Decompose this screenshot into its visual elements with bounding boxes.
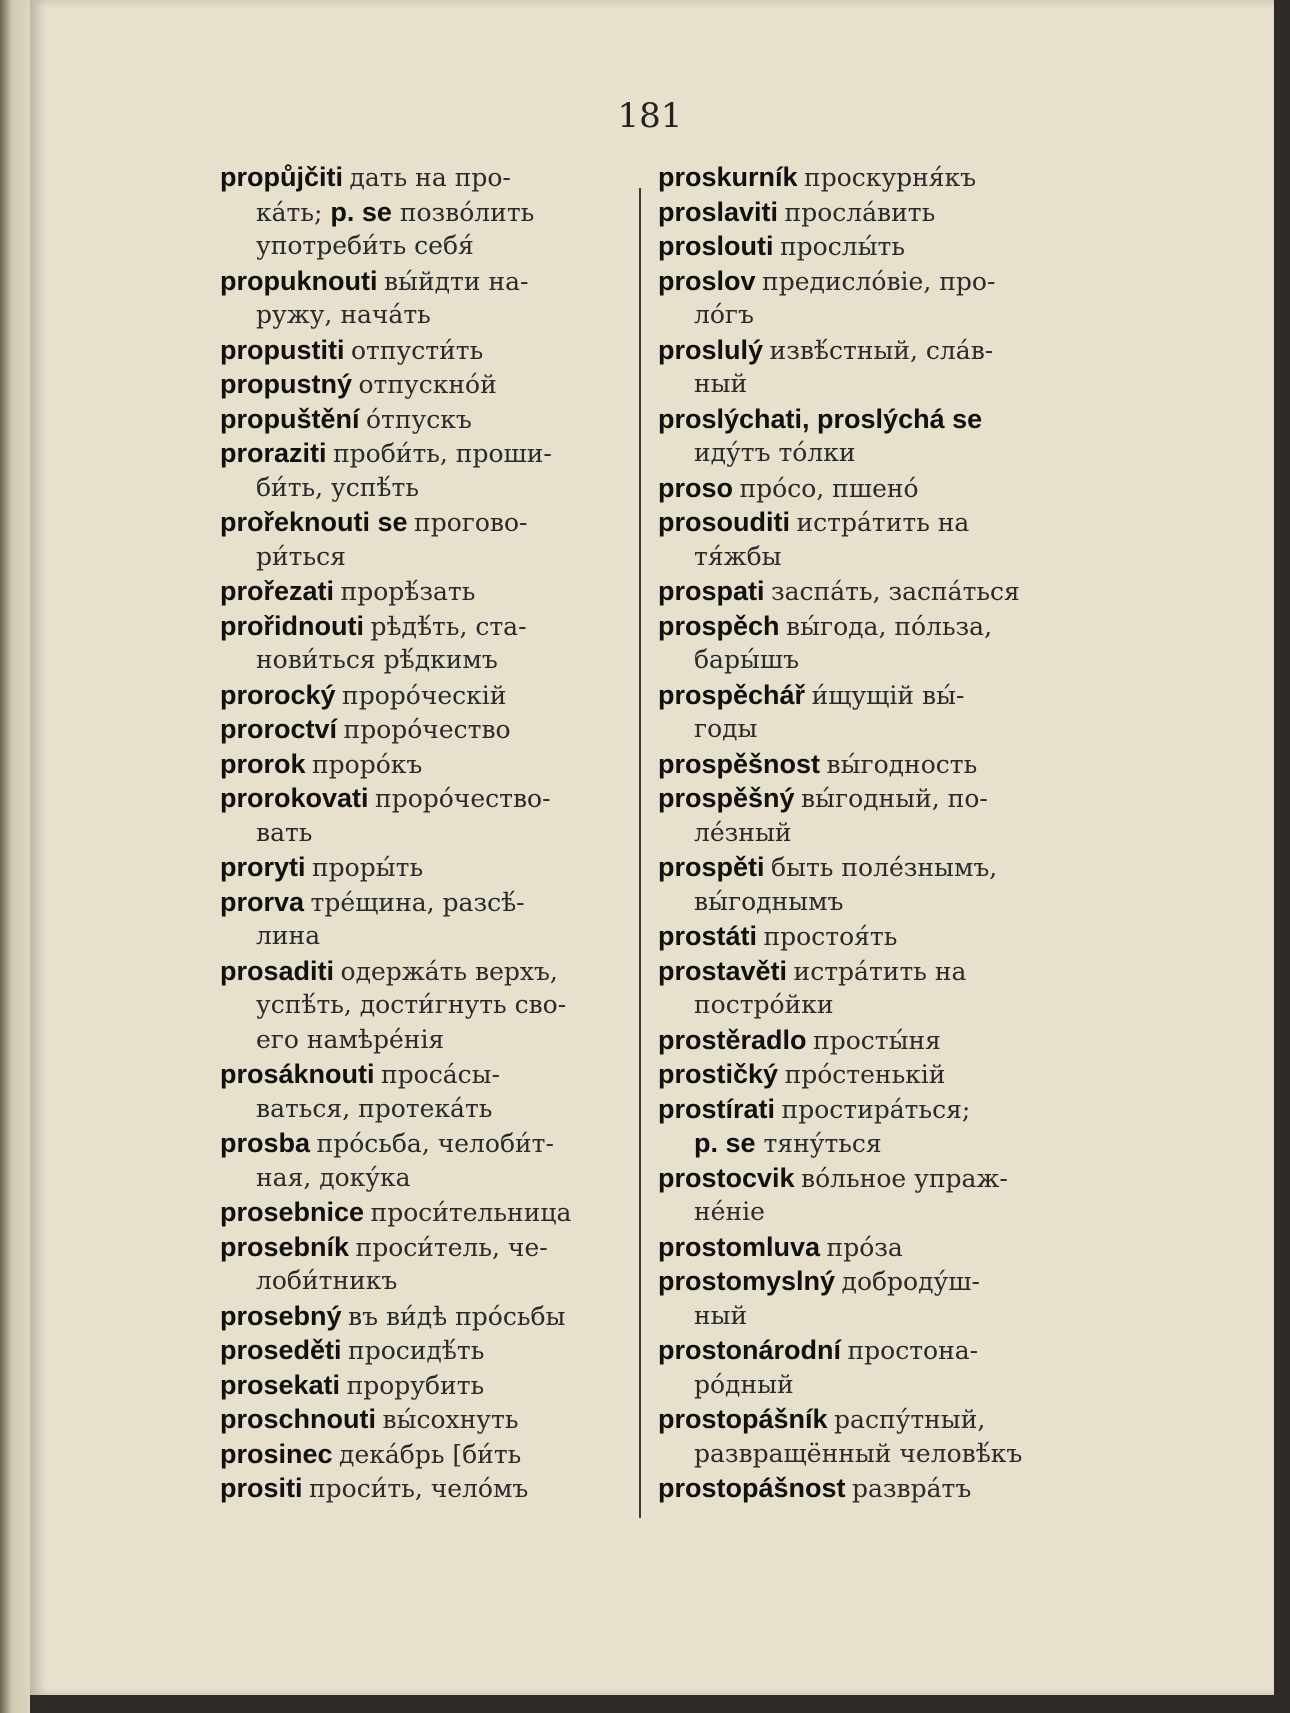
dictionary-line — [658, 229, 1078, 264]
headword: prosebnice — [220, 1197, 365, 1227]
dictionary-line — [220, 1230, 650, 1265]
translation: проби́ть, проши- — [333, 439, 552, 468]
dictionary-line — [658, 1437, 1078, 1472]
translation: лина — [256, 921, 321, 950]
dictionary-line — [658, 1092, 1078, 1127]
headword: propůjčiti — [220, 162, 343, 192]
translation: вы́года, по́льза, — [786, 611, 993, 641]
dictionary-line — [658, 195, 1078, 230]
headword: prospěchář — [658, 679, 806, 710]
dictionary-line — [658, 885, 1078, 920]
dictionary-line — [658, 160, 1078, 195]
dictionary-line — [658, 919, 1078, 954]
dictionary-line — [658, 988, 1078, 1023]
translation: би́ть, успѣ́ть — [256, 472, 419, 502]
dictionary-line — [220, 1402, 650, 1437]
translation: проговo- — [414, 508, 528, 537]
dictionary-line — [658, 436, 1078, 471]
page-number: 181 — [617, 96, 683, 136]
headword: proschnouti — [220, 1404, 376, 1434]
headword: prostomyslný — [658, 1266, 836, 1296]
translation: доброду́ш- — [841, 1267, 980, 1296]
headword: prosba — [220, 1128, 311, 1158]
dictionary-line — [658, 574, 1078, 609]
dictionary-line — [220, 1057, 650, 1092]
dictionary-line — [220, 712, 650, 747]
translation: проро́ческій — [342, 680, 507, 710]
translation: вы́годный, по- — [801, 784, 988, 813]
dictionary-line — [658, 298, 1078, 333]
dictionary-line — [658, 367, 1078, 402]
sub-headword: p. se — [330, 196, 392, 227]
dictionary-line — [220, 1368, 650, 1403]
translation: ваться, протека́ть — [256, 1093, 493, 1123]
dictionary-line — [658, 850, 1078, 885]
translation: заспа́ть, заспа́ться — [771, 577, 1020, 606]
translation: успѣ́ть, дости́гнуть сво- — [256, 990, 567, 1019]
headword: prostopášník — [658, 1404, 828, 1434]
headword: prořeknouti se — [220, 507, 408, 537]
dictionary-line — [220, 678, 650, 713]
dictionary-line — [658, 1299, 1078, 1334]
translation: ка́ть; — [256, 197, 331, 227]
translation: проро́чество- — [375, 784, 551, 813]
dictionary-line — [220, 471, 650, 506]
translation: истра́тить на — [793, 956, 967, 986]
translation: ная, доку́ка — [256, 1162, 411, 1192]
translation: проскурня́къ — [804, 163, 977, 192]
dictionary-line — [220, 850, 650, 885]
translation: позво́лить — [391, 197, 535, 227]
dictionary-line — [658, 402, 1078, 437]
dictionary-line — [658, 471, 1078, 506]
translation: про́сьба, челоби́т- — [316, 1129, 554, 1158]
translation: тя́жбы — [694, 541, 782, 571]
dictionary-line — [220, 1299, 650, 1334]
headword: prostavěti — [658, 955, 788, 986]
translation: употреби́ть себя́ — [256, 231, 474, 260]
dictionary-line — [658, 1368, 1078, 1403]
translation: въ ви́дѣ про́сьбы — [348, 1301, 566, 1331]
translation: постро́йки — [694, 990, 834, 1019]
headword: prosouditi — [658, 507, 790, 537]
dictionary-line — [658, 747, 1078, 782]
headword: prospěšný — [658, 783, 795, 813]
translation: рѣдѣ́ть, ста- — [370, 611, 527, 641]
headword: prosinec — [220, 1438, 333, 1469]
headword: prospěšnost — [658, 748, 821, 779]
translation: ле́зный — [694, 817, 792, 847]
headword: prostáti — [658, 921, 758, 951]
translation: дека́брь [би́ть — [339, 1439, 522, 1469]
dictionary-line — [220, 954, 650, 989]
dictionary-line — [658, 1023, 1078, 1058]
headword: proso — [658, 472, 734, 503]
headword: prospati — [658, 576, 765, 606]
translation: вы́сохнуть — [382, 1405, 519, 1434]
dictionary-line — [220, 885, 650, 920]
headword: prospěch — [658, 610, 780, 641]
dictionary-line — [220, 1126, 650, 1161]
translation: вать — [256, 817, 313, 847]
dictionary-line — [220, 298, 650, 333]
headword: prostičký — [658, 1059, 779, 1089]
translation: быть поле́знымъ, — [771, 853, 998, 882]
translation: бары́шъ — [694, 645, 800, 674]
translation: проси́ть, чело́мъ — [309, 1474, 529, 1503]
dictionary-line — [220, 1264, 650, 1299]
dictionary-line — [658, 1402, 1078, 1437]
headword: propuknouti — [220, 265, 378, 296]
translation: просты́ня — [813, 1025, 941, 1055]
dictionary-line — [220, 436, 650, 471]
translation: прорѣ́зать — [340, 577, 476, 606]
translation: отпусти́ть — [350, 335, 484, 365]
dictionary-line — [658, 954, 1078, 989]
dictionary-line — [658, 816, 1078, 851]
dictionary-line — [220, 643, 650, 678]
headword: proslov — [658, 265, 756, 296]
dictionary-line — [658, 264, 1078, 299]
dictionary-line — [220, 264, 650, 299]
left-column — [220, 160, 650, 1506]
headword: prosebník — [220, 1231, 350, 1262]
headword: proslulý — [658, 334, 764, 365]
translation: простира́ться; — [781, 1094, 971, 1124]
dictionary-line — [220, 747, 650, 782]
headword: proseděti — [220, 1335, 342, 1365]
translation: его намѣре́нія — [256, 1024, 445, 1054]
dictionary-line — [658, 712, 1078, 747]
dictionary-line — [658, 540, 1078, 575]
translation: ружу, нача́ть — [256, 300, 431, 329]
headword: propustný — [220, 369, 352, 399]
translation: истра́тить на — [796, 508, 970, 537]
dictionary-line — [658, 1333, 1078, 1368]
right-column — [658, 160, 1078, 1506]
headword: prostonárodní — [658, 1335, 841, 1365]
translation: проса́сы- — [381, 1060, 500, 1089]
dictionary-line — [220, 1195, 650, 1230]
translation: тре́щина, разсѣ́- — [310, 887, 525, 917]
headword: prořidnouti — [220, 610, 364, 641]
dictionary-line — [220, 1161, 650, 1196]
dictionary-line — [220, 1437, 650, 1472]
translation: ный — [694, 369, 748, 398]
dictionary-line — [658, 1161, 1078, 1196]
headword: prositi — [220, 1473, 303, 1503]
sub-headword: p. se — [694, 1128, 756, 1158]
translation: не́ніе — [694, 1197, 765, 1226]
translation: вы́йдти на- — [383, 266, 529, 296]
dictionary-line — [220, 919, 650, 954]
dictionary-line — [220, 505, 650, 540]
translation: проры́ть — [312, 853, 424, 882]
headword: proslaviti — [658, 196, 779, 227]
headword: proslouti — [658, 231, 774, 261]
headword: prosebný — [220, 1300, 342, 1331]
translation: про́со, пшено́ — [739, 473, 919, 503]
headword: prorva — [220, 886, 305, 917]
translation: извѣ́стный, сла́в- — [769, 335, 994, 365]
translation: вы́годность — [826, 749, 978, 779]
dictionary-line — [220, 160, 650, 195]
dictionary-line — [220, 1023, 650, 1058]
dictionary-line — [220, 195, 650, 230]
headword: prosekati — [220, 1369, 341, 1400]
translation: про́за — [826, 1232, 903, 1262]
dictionary-line — [658, 781, 1078, 816]
dictionary-line — [220, 781, 650, 816]
translation: ный — [694, 1300, 748, 1330]
dictionary-line — [220, 1333, 650, 1368]
translation: прорубить — [346, 1370, 485, 1400]
translation: просла́вить — [784, 197, 936, 227]
translation: лоби́тникъ — [256, 1266, 398, 1295]
headword: prostopášnost — [658, 1473, 846, 1503]
dictionary-line — [658, 1057, 1078, 1092]
dictionary-line — [658, 1126, 1078, 1161]
translation: о́тпускъ — [366, 404, 472, 434]
translation: простона- — [847, 1336, 979, 1365]
translation: проси́тель, че- — [355, 1232, 548, 1262]
headword: prostocvik — [658, 1162, 795, 1193]
translation: предисло́віе, про- — [762, 266, 996, 296]
translation: нови́ться рѣ́дкимъ — [256, 645, 498, 674]
translation: отпускно́й — [358, 370, 497, 399]
translation: тяну́ться — [755, 1129, 882, 1158]
translation: одержа́ть верхъ, — [340, 956, 558, 986]
dictionary-line — [220, 402, 650, 437]
dictionary-page — [30, 0, 1274, 1695]
dictionary-line — [220, 1471, 650, 1506]
headword: proskurník — [658, 162, 798, 192]
translation: проро́къ — [312, 749, 423, 779]
headword: proslýchati, proslýchá se — [658, 403, 983, 434]
headword: proroctví — [220, 714, 338, 744]
translation: ло́гъ — [694, 300, 754, 329]
dictionary-line — [220, 540, 650, 575]
translation: и́щущій вы́- — [811, 680, 965, 710]
headword: prosaditi — [220, 955, 335, 986]
dictionary-line — [658, 1471, 1078, 1506]
translation: простоя́ть — [763, 922, 898, 951]
dictionary-line — [658, 643, 1078, 678]
headword: prospěti — [658, 852, 765, 882]
headword: prorok — [220, 748, 306, 779]
dictionary-line — [220, 609, 650, 644]
headword: prostěradlo — [658, 1024, 807, 1055]
translation: дать на про- — [349, 163, 511, 192]
translation: ро́дный — [694, 1369, 794, 1399]
dictionary-line — [658, 1264, 1078, 1299]
translation: развра́тъ — [852, 1474, 972, 1503]
headword: proryti — [220, 852, 306, 882]
translation: вы́годнымъ — [694, 886, 844, 916]
dictionary-line — [658, 1230, 1078, 1265]
dictionary-line — [220, 574, 650, 609]
translation: прослы́ть — [780, 232, 905, 261]
translation: про́стенькій — [784, 1060, 946, 1089]
dictionary-line — [220, 988, 650, 1023]
dictionary-line — [658, 678, 1078, 713]
translation: распу́тный, — [834, 1405, 986, 1434]
translation: во́льное упраж- — [801, 1163, 1008, 1193]
headword: prorokovati — [220, 783, 369, 813]
dictionary-line — [220, 816, 650, 851]
translation: ри́ться — [256, 541, 346, 571]
headword: propuštění — [220, 403, 360, 434]
headword: prosáknouti — [220, 1059, 375, 1089]
dictionary-line — [658, 1195, 1078, 1230]
dictionary-line — [220, 1092, 650, 1127]
page-binding-edge — [0, 0, 30, 1713]
dictionary-line — [658, 333, 1078, 368]
headword: prostomluva — [658, 1231, 821, 1262]
headword: proraziti — [220, 438, 327, 468]
dictionary-line — [220, 333, 650, 368]
translation: развращённый человѣ́къ — [694, 1438, 1023, 1468]
dictionary-line — [220, 367, 650, 402]
headword: prorocký — [220, 679, 336, 710]
translation: иду́тъ то́лки — [694, 438, 856, 467]
translation: годы — [694, 714, 758, 743]
translation: просидѣ́ть — [348, 1336, 485, 1365]
dictionary-line — [658, 609, 1078, 644]
headword: propustiti — [220, 334, 345, 365]
headword: prořezati — [220, 576, 335, 606]
translation: проси́тельница — [370, 1198, 572, 1227]
translation: проро́чество — [343, 715, 511, 744]
headword: prostírati — [658, 1093, 776, 1124]
dictionary-line — [658, 505, 1078, 540]
dictionary-line — [220, 229, 650, 264]
